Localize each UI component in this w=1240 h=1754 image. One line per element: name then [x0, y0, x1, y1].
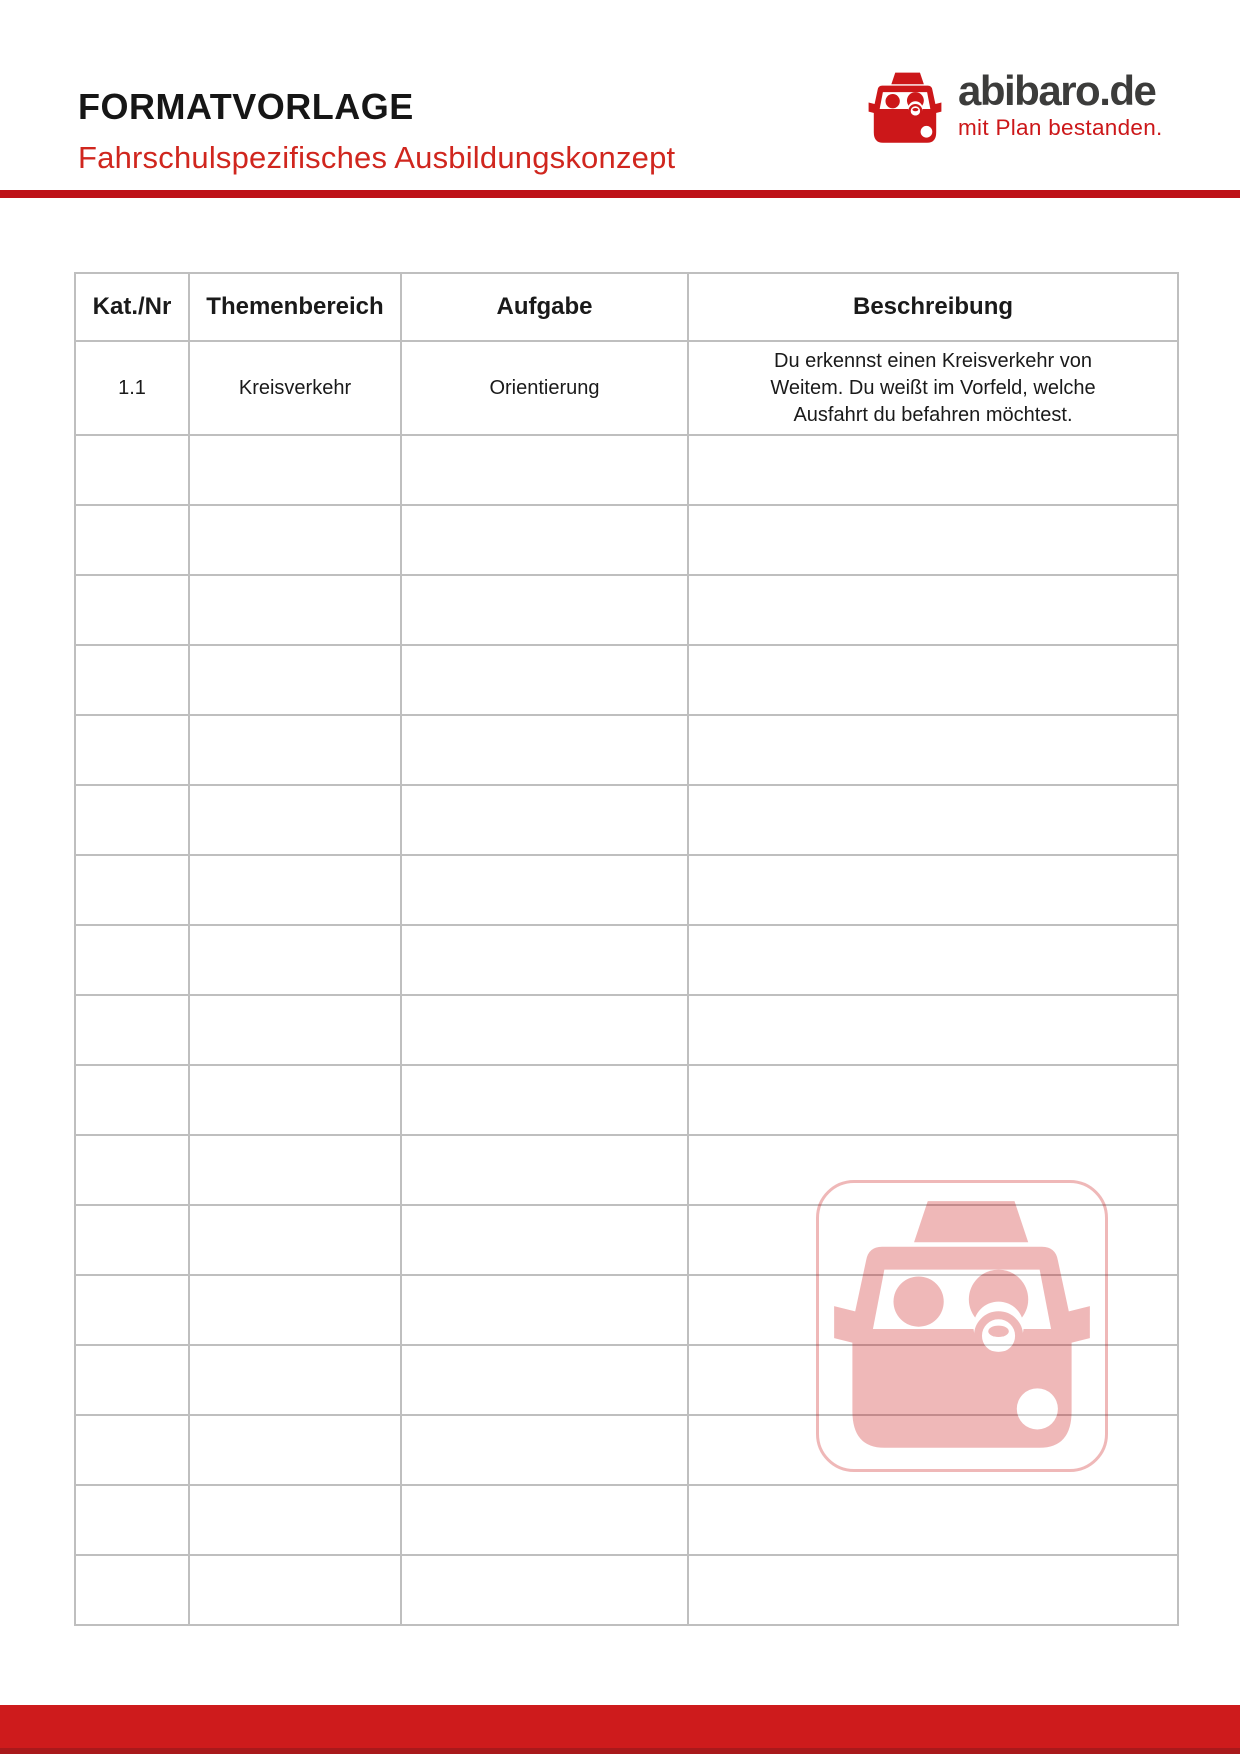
col-header-aufgabe: Aufgabe — [401, 273, 688, 341]
empty-cell-beschreibung — [688, 995, 1178, 1065]
empty-cell-kat-nr — [75, 715, 189, 785]
empty-cell-kat-nr — [75, 785, 189, 855]
empty-cell-kat-nr — [75, 505, 189, 575]
empty-cell-beschreibung — [688, 785, 1178, 855]
empty-cell-themenbereich — [189, 505, 401, 575]
empty-cell-beschreibung — [688, 1275, 1178, 1345]
empty-cell-themenbereich — [189, 1485, 401, 1555]
brand-logo — [866, 67, 1163, 148]
brand-name: abibaro.de — [958, 67, 1156, 114]
empty-cell-themenbereich — [189, 1275, 401, 1345]
table-row — [75, 341, 1178, 435]
empty-cell-kat-nr — [75, 1205, 189, 1275]
brand-tagline: mit Plan bestanden. — [958, 115, 1163, 140]
empty-cell-aufgabe — [401, 435, 688, 505]
empty-cell-aufgabe — [401, 645, 688, 715]
empty-cell-aufgabe — [401, 995, 688, 1065]
empty-table-row — [75, 1065, 1178, 1135]
empty-table-row — [75, 1345, 1178, 1415]
table-body — [75, 341, 1178, 1625]
page-subtitle: Fahrschulspezifisches Ausbildungskonzept — [78, 140, 676, 175]
empty-table-row — [75, 435, 1178, 505]
empty-cell-aufgabe — [401, 1345, 688, 1415]
empty-table-row — [75, 1415, 1178, 1485]
empty-table-row — [75, 1205, 1178, 1275]
empty-cell-themenbereich — [189, 1205, 401, 1275]
cell-themenbereich: Kreisverkehr — [189, 341, 401, 435]
page-title: FORMATVORLAGE — [78, 86, 414, 127]
empty-table-row — [75, 1485, 1178, 1555]
empty-cell-kat-nr — [75, 995, 189, 1065]
empty-cell-themenbereich — [189, 715, 401, 785]
empty-cell-beschreibung — [688, 645, 1178, 715]
concept-table — [74, 272, 1179, 1626]
empty-table-row — [75, 505, 1178, 575]
empty-table-row — [75, 855, 1178, 925]
empty-cell-kat-nr — [75, 1415, 189, 1485]
empty-cell-beschreibung — [688, 1555, 1178, 1625]
empty-cell-kat-nr — [75, 1485, 189, 1555]
empty-cell-beschreibung — [688, 575, 1178, 645]
empty-cell-aufgabe — [401, 1205, 688, 1275]
empty-cell-aufgabe — [401, 505, 688, 575]
empty-cell-kat-nr — [75, 855, 189, 925]
empty-cell-kat-nr — [75, 1135, 189, 1205]
empty-cell-kat-nr — [75, 645, 189, 715]
empty-table-row — [75, 1275, 1178, 1345]
abibaro-car-icon — [866, 70, 944, 148]
empty-cell-themenbereich — [189, 1135, 401, 1205]
empty-cell-kat-nr — [75, 1065, 189, 1135]
empty-cell-beschreibung — [688, 1415, 1178, 1485]
empty-cell-aufgabe — [401, 1135, 688, 1205]
empty-cell-beschreibung — [688, 1135, 1178, 1205]
empty-table-row — [75, 1135, 1178, 1205]
empty-cell-aufgabe — [401, 1065, 688, 1135]
empty-cell-themenbereich — [189, 1415, 401, 1485]
table-header-row — [75, 273, 1178, 341]
empty-cell-kat-nr — [75, 1555, 189, 1625]
empty-cell-beschreibung — [688, 1485, 1178, 1555]
empty-cell-beschreibung — [688, 1205, 1178, 1275]
empty-cell-kat-nr — [75, 1275, 189, 1345]
empty-cell-aufgabe — [401, 575, 688, 645]
cell-kat-nr: 1.1 — [75, 341, 189, 435]
empty-cell-beschreibung — [688, 1065, 1178, 1135]
footer-red-bar — [0, 1705, 1240, 1754]
empty-cell-aufgabe — [401, 1415, 688, 1485]
empty-cell-kat-nr — [75, 1345, 189, 1415]
empty-cell-themenbereich — [189, 925, 401, 995]
empty-cell-themenbereich — [189, 435, 401, 505]
empty-cell-kat-nr — [75, 925, 189, 995]
empty-table-row — [75, 645, 1178, 715]
empty-cell-themenbereich — [189, 1555, 401, 1625]
header-divider-rule — [0, 190, 1240, 198]
empty-cell-kat-nr — [75, 435, 189, 505]
col-header-themenbereich: Themenbereich — [189, 273, 401, 341]
empty-cell-themenbereich — [189, 855, 401, 925]
empty-cell-aufgabe — [401, 1275, 688, 1345]
empty-cell-aufgabe — [401, 785, 688, 855]
empty-table-row — [75, 1555, 1178, 1625]
empty-table-row — [75, 575, 1178, 645]
empty-cell-beschreibung — [688, 925, 1178, 995]
empty-table-row — [75, 785, 1178, 855]
empty-table-row — [75, 925, 1178, 995]
empty-cell-aufgabe — [401, 1555, 688, 1625]
empty-table-row — [75, 995, 1178, 1065]
empty-cell-themenbereich — [189, 1065, 401, 1135]
col-header-kat-nr: Kat./Nr — [75, 273, 189, 341]
brand-text — [958, 67, 1163, 141]
empty-cell-beschreibung — [688, 855, 1178, 925]
empty-cell-themenbereich — [189, 645, 401, 715]
empty-cell-aufgabe — [401, 1485, 688, 1555]
empty-cell-aufgabe — [401, 925, 688, 995]
empty-cell-themenbereich — [189, 1345, 401, 1415]
empty-cell-beschreibung — [688, 1345, 1178, 1415]
col-header-beschreibung: Beschreibung — [688, 273, 1178, 341]
empty-cell-aufgabe — [401, 715, 688, 785]
empty-table-row — [75, 715, 1178, 785]
empty-cell-beschreibung — [688, 715, 1178, 785]
empty-cell-beschreibung — [688, 435, 1178, 505]
cell-beschreibung: Du erkennst einen Kreisverkehr von Weitem. Du weißt im Vorfeld, welche Ausfahrt du befahren möchtest. — [688, 341, 1178, 435]
empty-cell-themenbereich — [189, 785, 401, 855]
empty-cell-aufgabe — [401, 855, 688, 925]
empty-cell-kat-nr — [75, 575, 189, 645]
cell-aufgabe: Orientierung — [401, 341, 688, 435]
empty-cell-beschreibung — [688, 505, 1178, 575]
empty-cell-themenbereich — [189, 995, 401, 1065]
empty-cell-themenbereich — [189, 575, 401, 645]
